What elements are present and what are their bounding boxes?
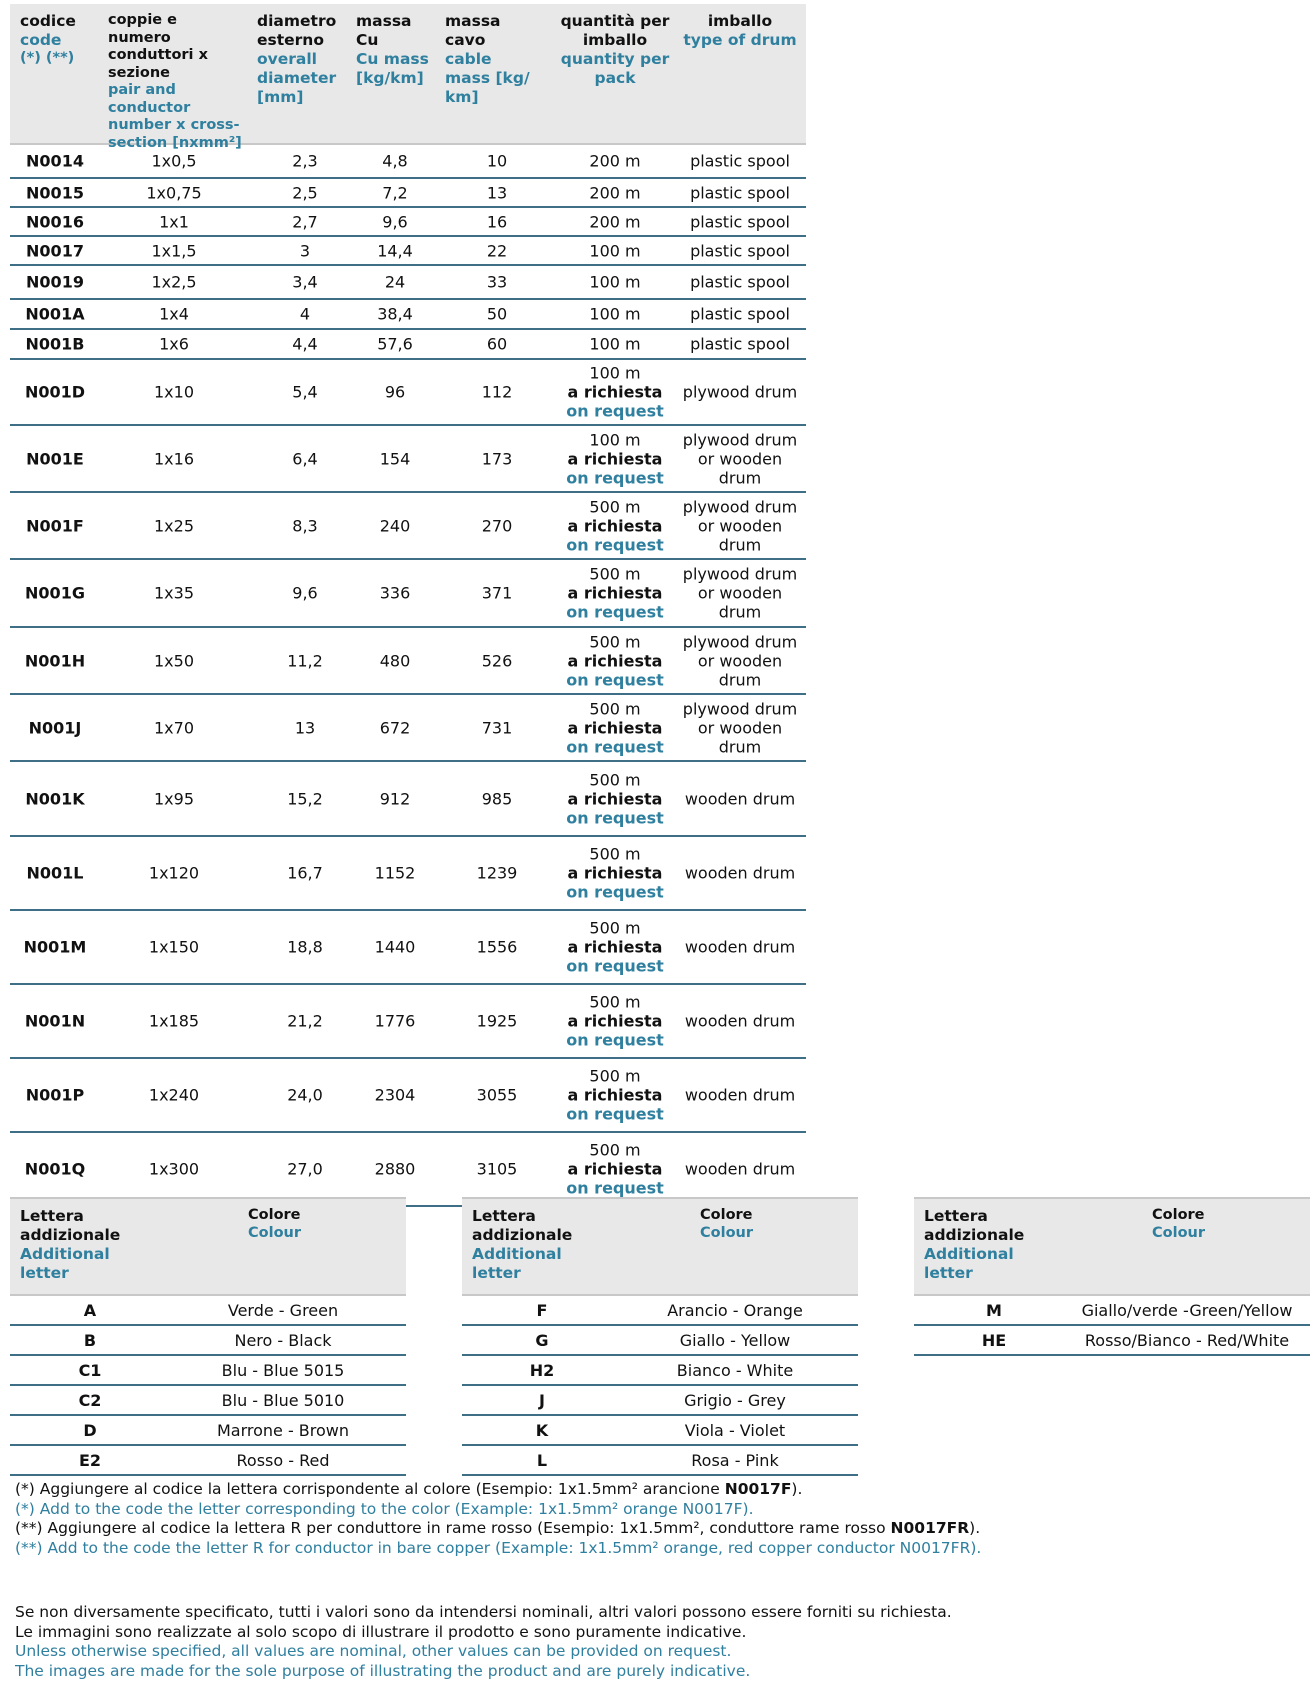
header-section-it: coppie e numero conduttori x sezione [108,12,208,81]
cell-cu-mass: 1776 [374,1011,416,1031]
colour-heading: Colore Colour [1152,1207,1206,1241]
table-row [10,1133,806,1207]
cell-quantity [550,212,680,231]
header-cu-mass-en: Cu mass [kg/km] [356,50,429,87]
quantity-value: 100 m [589,241,641,260]
cell-code: N001M [23,937,87,957]
colour-row [462,1416,858,1446]
table-row [10,360,806,426]
cell-cu-mass: 1440 [374,937,416,957]
colour-letter: A [83,1301,97,1320]
on-request-en: on request [566,670,664,689]
colour-name: Nero - Black [234,1331,332,1350]
colour-row [10,1416,406,1446]
header-code-note: (*) (**) [20,50,75,66]
cell-section: 1x25 [153,516,194,535]
cell-cable-mass: 10 [486,151,508,171]
quantity-value: 500 m [589,699,641,718]
quantity-value: 500 m [589,564,641,584]
cell-cu-mass: 2304 [374,1085,416,1105]
cell-diameter: 11,2 [287,651,323,670]
colour-letter: HE [981,1331,1007,1350]
cell-quantity [550,305,680,324]
table-row [10,985,806,1059]
cell-drum: plastic spool [690,212,790,231]
quantity-value: 200 m [589,151,641,171]
cell-drum: plastic spool [690,334,790,354]
cell-cu-mass: 14,4 [377,241,413,260]
cell-section: 1x120 [148,863,200,883]
header-section-en: pair and conductor number x cross-section [nxmm²] [108,82,242,151]
cell-quantity [550,241,680,260]
colour-letter: F [536,1301,548,1320]
note-1-en: (*) Add to the code the letter corresponding to the color (Example: 1x1.5mm² orange N0017F). [15,1499,754,1518]
quantity-value: 500 m [589,632,641,651]
colour-letter: E2 [78,1451,102,1470]
colour-row [914,1296,1310,1326]
cell-code: N001A [25,304,85,324]
cell-section: 1x1,5 [151,241,197,260]
header-code [20,12,100,68]
colour-name: Rosso/Bianco - Red/White [1084,1331,1290,1350]
cell-diameter: 18,8 [287,937,323,957]
cell-quantity [550,770,680,827]
cell-drum: plywood drum or wooden drum [682,564,798,622]
colour-row [462,1356,858,1386]
on-request-en: on request [566,401,664,421]
table-row [10,837,806,911]
cell-cable-mass: 3105 [476,1159,518,1179]
cell-section: 1x35 [153,583,194,603]
on-request-en: on request [566,602,664,622]
table-row [10,145,806,179]
cell-diameter: 21,2 [287,1011,323,1031]
colour-table-header [10,1197,406,1296]
cell-drum: plastic spool [690,183,790,202]
cell-drum: wooden drum [684,937,796,957]
on-request-it: a richiesta [567,937,663,957]
table-row [10,1059,806,1133]
cell-drum: plywood drum [682,382,798,402]
cell-code: N001D [24,382,86,402]
cell-section: 1x6 [159,334,189,354]
cell-code: N0017 [26,241,84,260]
colour-letter: M [986,1301,1002,1320]
cell-section: 1x70 [153,718,194,737]
colour-letter: C1 [78,1361,102,1380]
header-cable-mass [445,12,540,107]
quantity-value: 500 m [589,497,641,516]
cell-quantity [550,152,680,171]
on-request-it: a richiesta [567,382,663,402]
table-row [10,426,806,493]
cell-section: 1x95 [153,789,194,808]
cell-section: 1x16 [153,449,194,468]
colour-letter: B [83,1331,97,1350]
disclaimer-en-1: Unless otherwise specified, all values are nominal, other values can be provided on request. [15,1642,732,1660]
cell-cu-mass: 38,4 [377,304,413,324]
cell-code: N001K [25,789,85,808]
colour-name: Arancio - Orange [667,1301,803,1320]
quantity-value: 100 m [589,430,641,449]
cell-cu-mass: 9,6 [382,212,408,231]
table-row [10,762,806,837]
cell-quantity [550,993,680,1050]
cell-cu-mass: 57,6 [377,334,413,354]
cell-section: 1x0,5 [151,151,197,171]
cell-drum: wooden drum [684,1085,796,1105]
cell-quantity [550,919,680,976]
cell-code: N001J [28,718,82,737]
quantity-value: 100 m [589,363,641,383]
cell-drum: wooden drum [684,1159,796,1179]
table-header [10,4,806,151]
quantity-value: 100 m [589,272,641,292]
cell-quantity [550,1067,680,1124]
on-request-en: on request [566,956,664,976]
cell-diameter: 4,4 [292,334,318,354]
on-request-en: on request [566,535,664,554]
quantity-value: 200 m [589,212,641,231]
cell-cu-mass: 480 [379,651,411,670]
colour-name: Blu - Blue 5010 [221,1391,345,1410]
header-code-en: code [20,31,62,49]
cell-quantity [550,273,680,292]
cell-drum: wooden drum [684,789,796,808]
header-drum [675,12,805,50]
cell-cable-mass: 1925 [476,1011,518,1031]
cell-quantity [550,632,680,689]
quantity-value: 500 m [589,918,641,938]
table-row [10,695,806,762]
cell-code: N0019 [26,272,84,292]
colour-name: Bianco - White [676,1361,794,1380]
colour-table-header [914,1197,1310,1296]
cell-code: N001L [26,863,84,883]
table-row [10,560,806,628]
colour-row [10,1446,406,1476]
cell-cable-mass: 33 [486,272,508,292]
colour-letter: K [535,1421,549,1440]
on-request-en: on request [566,737,664,756]
table-row [10,493,806,560]
on-request-it: a richiesta [567,863,663,883]
cell-code: N0016 [26,212,84,231]
on-request-it: a richiesta [567,789,663,808]
cell-cable-mass: 985 [481,789,513,808]
colour-letter: L [536,1451,548,1470]
on-request-it: a richiesta [567,449,663,468]
cell-section: 1x4 [159,304,189,324]
header-diameter-en: overall diameter [mm] [257,50,337,106]
table-row [10,911,806,985]
on-request-en: on request [566,1104,664,1124]
cell-section: 1x0,75 [146,183,202,202]
cell-cable-mass: 731 [481,718,513,737]
cell-code: N001F [26,516,84,535]
colour-row [10,1326,406,1356]
colour-row [10,1386,406,1416]
cell-diameter: 3,4 [292,272,318,292]
colour-letter: H2 [529,1361,555,1380]
cell-diameter: 4 [299,304,311,324]
colour-row [914,1326,1310,1356]
disclaimer-it-1: Se non diversamente specificato, tutti i valori sono da intendersi nominali, altri valori possono essere forniti su richiesta. [15,1603,952,1621]
cell-cable-mass: 112 [481,382,513,402]
quantity-value: 500 m [589,1140,641,1160]
cell-cable-mass: 3055 [476,1085,518,1105]
colour-name: Rosa - Pink [691,1451,779,1470]
cell-section: 1x150 [148,937,200,957]
note-1-it: (*) Aggiungere al codice la lettera corrispondente al colore (Esempio: 1x1.5mm² arancione N0017F). [15,1480,803,1498]
cell-diameter: 2,3 [292,151,318,171]
cell-code: N001H [24,651,86,670]
on-request-it: a richiesta [567,1085,663,1105]
cell-diameter: 16,7 [287,863,323,883]
cell-drum: plastic spool [690,304,790,324]
header-cable-mass-en: cable mass [kg/ km] [445,50,530,106]
colour-heading: Colore Colour [700,1207,754,1241]
cell-diameter: 2,5 [292,183,318,202]
cell-cu-mass: 154 [379,449,411,468]
note-2-en: (**) Add to the code the letter R for conductor in bare copper (Example: 1x1.5mm² orange, red copper conductor N0017FR). [15,1538,982,1557]
footnotes [15,1480,981,1558]
quantity-value: 500 m [589,992,641,1012]
cell-drum: plywood drum or wooden drum [682,632,798,689]
cell-section: 1x2,5 [151,272,197,292]
cell-cable-mass: 1239 [476,863,518,883]
header-cu-mass-it: massa Cu [356,12,412,49]
cell-quantity [550,565,680,622]
cell-cable-mass: 22 [486,241,508,260]
disclaimer [15,1603,952,1681]
quantity-value: 500 m [589,770,641,789]
table-row [10,330,806,360]
cell-cable-mass: 270 [481,516,513,535]
cell-diameter: 6,4 [292,449,318,468]
header-drum-it: imballo [707,12,773,30]
cell-drum: wooden drum [684,1011,796,1031]
cell-code: N001G [25,583,85,603]
header-cu-mass [356,12,438,88]
cell-cu-mass: 4,8 [382,151,408,171]
header-cable-mass-it: massa cavo [445,12,501,49]
colour-name: Giallo - Yellow [679,1331,791,1350]
colour-row [10,1356,406,1386]
header-quantity-it: quantità per imballo [560,12,670,49]
note-2-it: (**) Aggiungere al codice la lettera R per conduttore in rame rosso (Esempio: 1x1.5mm², conduttore rame rosso N0017FR). [15,1519,981,1537]
cell-cu-mass: 912 [379,789,411,808]
cell-diameter: 15,2 [287,789,323,808]
cell-cable-mass: 1556 [476,937,518,957]
cell-cable-mass: 50 [486,304,508,324]
cell-quantity [550,1141,680,1198]
cell-drum: plywood drum or wooden drum [682,430,798,487]
cell-drum: plastic spool [690,272,790,292]
on-request-it: a richiesta [567,1159,663,1179]
cell-drum: plastic spool [690,241,790,260]
on-request-en: on request [566,468,664,487]
cell-section: 1x10 [153,382,194,402]
cell-drum: wooden drum [684,863,796,883]
cell-drum: plastic spool [690,151,790,171]
cell-diameter: 3 [299,241,311,260]
cell-diameter: 8,3 [292,516,318,535]
colour-table-header [462,1197,858,1296]
table-row [10,266,806,300]
colour-row [462,1326,858,1356]
on-request-en: on request [566,1030,664,1050]
cell-quantity [550,845,680,902]
cell-code: N001N [24,1011,86,1031]
table-row [10,179,806,208]
colour-letter: J [539,1391,545,1410]
colour-name: Grigio - Grey [684,1391,786,1410]
cell-diameter: 2,7 [292,212,318,231]
header-quantity [555,12,675,88]
table-row [10,628,806,695]
colour-table-2 [462,1197,858,1476]
header-section [108,12,243,152]
on-request-it: a richiesta [567,651,663,670]
colour-name: Verde - Green [227,1301,339,1320]
cell-diameter: 27,0 [287,1159,323,1179]
cell-quantity [550,497,680,554]
cell-code: N0015 [26,183,84,202]
colour-table-1 [10,1197,406,1476]
cell-quantity [550,335,680,354]
cell-cu-mass: 1152 [374,863,416,883]
header-drum-en: type of drum [683,31,797,49]
table-row [10,237,806,266]
table-row [10,208,806,237]
header-diameter [257,12,347,107]
table-row [10,300,806,330]
quantity-value: 100 m [589,334,641,354]
colour-row [462,1296,858,1326]
cell-code: N001P [25,1085,85,1105]
cell-cable-mass: 60 [486,334,508,354]
cell-drum: plywood drum or wooden drum [682,497,798,554]
colour-row [10,1296,406,1326]
quantity-value: 500 m [589,1066,641,1086]
cell-code: N001E [26,449,84,468]
cell-section: 1x300 [148,1159,200,1179]
cell-cable-mass: 173 [481,449,513,468]
colour-name: Giallo/verde -Green/Yellow [1081,1301,1293,1320]
cell-quantity [550,430,680,487]
quantity-value: 100 m [589,304,641,324]
colour-heading: Colore Colour [248,1207,302,1241]
colour-table-3 [914,1197,1310,1356]
quantity-value: 500 m [589,844,641,864]
cell-cu-mass: 96 [384,382,406,402]
cell-diameter: 13 [294,718,316,737]
disclaimer-it-2: Le immagini sono realizzate al solo scopo di illustrare il prodotto e sono puramente indicative. [15,1622,747,1641]
cell-cu-mass: 7,2 [382,183,408,202]
cell-quantity [550,699,680,756]
table-body [10,145,806,1207]
cell-cu-mass: 24 [384,272,406,292]
on-request-en: on request [566,1178,664,1198]
cell-diameter: 24,0 [287,1085,323,1105]
on-request-en: on request [566,882,664,902]
on-request-it: a richiesta [567,516,663,535]
colour-name: Blu - Blue 5015 [221,1361,345,1380]
letter-heading: Lettera addizionale Additional letter [924,1207,1025,1282]
cable-spec-table [10,4,806,1207]
on-request-it: a richiesta [567,583,663,603]
header-quantity-en: quantity per pack [560,50,670,87]
quantity-value: 200 m [589,183,641,202]
cell-section: 1x240 [148,1085,200,1105]
cell-cu-mass: 240 [379,516,411,535]
colour-name: Marrone - Brown [216,1421,350,1440]
cell-cable-mass: 526 [481,651,513,670]
on-request-en: on request [566,808,664,827]
cell-cable-mass: 13 [486,183,508,202]
disclaimer-en-2: The images are made for the sole purpose of illustrating the product and are purely indicative. [15,1661,751,1680]
cell-section: 1x1 [159,212,189,231]
colour-row [462,1446,858,1476]
cell-cable-mass: 16 [486,212,508,231]
on-request-it: a richiesta [567,718,663,737]
cell-diameter: 5,4 [292,382,318,402]
header-diameter-it: diametro esterno [257,12,337,49]
cell-cu-mass: 2880 [374,1159,416,1179]
cell-code: N001B [25,334,85,354]
cell-cable-mass: 371 [481,583,513,603]
letter-heading: Lettera addizionale Additional letter [20,1207,121,1282]
cell-code: N0014 [26,151,84,171]
cell-diameter: 9,6 [292,583,318,603]
cell-quantity [550,364,680,421]
colour-letter: G [535,1331,549,1350]
cell-code: N001Q [24,1159,86,1179]
colour-letter: C2 [78,1391,102,1410]
colour-name: Viola - Violet [684,1421,786,1440]
cell-section: 1x185 [148,1011,200,1031]
colour-row [462,1386,858,1416]
letter-heading: Lettera addizionale Additional letter [472,1207,573,1282]
colour-name: Rosso - Red [236,1451,330,1470]
cell-cu-mass: 336 [379,583,411,603]
cell-quantity [550,183,680,202]
cell-drum: plywood drum or wooden drum [682,699,798,756]
cell-section: 1x50 [153,651,194,670]
colour-letter: D [83,1421,97,1440]
cell-cu-mass: 672 [379,718,411,737]
on-request-it: a richiesta [567,1011,663,1031]
header-code-it: codice [20,12,76,30]
